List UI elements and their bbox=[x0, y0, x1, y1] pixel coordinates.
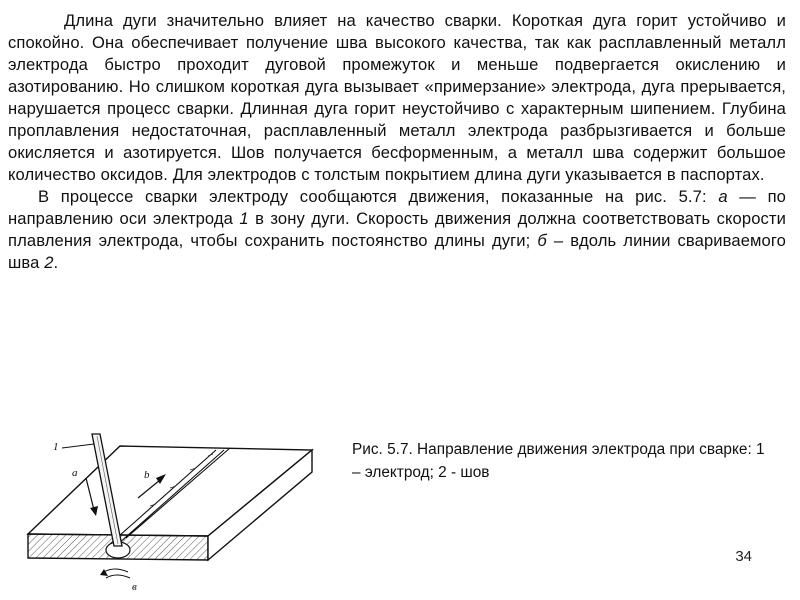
p2-text-1: В процессе сварки электроду сообщаются движения, показанные на рис. 5.7: bbox=[38, 187, 719, 206]
p2-letter-b: б bbox=[537, 231, 547, 250]
page-number: 34 bbox=[735, 548, 752, 565]
p2-number-2: 2 bbox=[44, 253, 54, 272]
p2-text-4: – вдоль линии свариваемого шва bbox=[8, 231, 786, 272]
p2-number-1: 1 bbox=[239, 209, 249, 228]
label-v: в bbox=[132, 581, 137, 593]
label-b: b bbox=[144, 469, 150, 481]
oscillation-arrow bbox=[104, 569, 128, 572]
p2-text-2: — по направлению оси электрода bbox=[8, 187, 786, 228]
paragraph-electrode-motion bbox=[8, 186, 786, 274]
paragraph-arc-length: Длина дуги значительно влияет на качество сварки. Короткая дуга горит устойчиво и спокойно. Она обеспечивает получение шва высокого качества, так как расплавленный металл электрода быстро проходит дуговой промежуток и меньше подвергается окислению и азотированию. Но слишком короткая дуга вызывает «примерзание» электрода, дуга прерывается, нарушается процесс сварки. Длинная дуга горит неустойчиво с характерным шипением. Глубина проплавления недостаточная, расплавленный металл электрода разбрызгивается и больше окисляется и азотируется. Шов получается бесформенным, а металл шва содержит большое количество оксидов. Для электродов с толстым покрытием длина дуги указывается в паспортах. bbox=[8, 11, 786, 184]
p2-text-3: в зону дуги. Скорость движения должна соответствовать скорости плавления электрода, чтобы сохранить постоянство длины дуги; bbox=[8, 209, 786, 250]
welding-figure bbox=[20, 432, 330, 597]
figure-caption: Рис. 5.7. Направление движения электрода при сварке: 1 – электрод; 2 - шов bbox=[352, 441, 765, 481]
label-electrode-1: 1 bbox=[53, 441, 59, 453]
label-a: а bbox=[72, 467, 78, 479]
electrode-leader bbox=[62, 444, 94, 448]
oscillation-arrow-2 bbox=[106, 575, 130, 578]
p2-text-5: . bbox=[53, 253, 59, 272]
body-text bbox=[8, 10, 786, 274]
welding-diagram bbox=[20, 432, 330, 597]
p2-letter-a: а bbox=[718, 187, 728, 206]
